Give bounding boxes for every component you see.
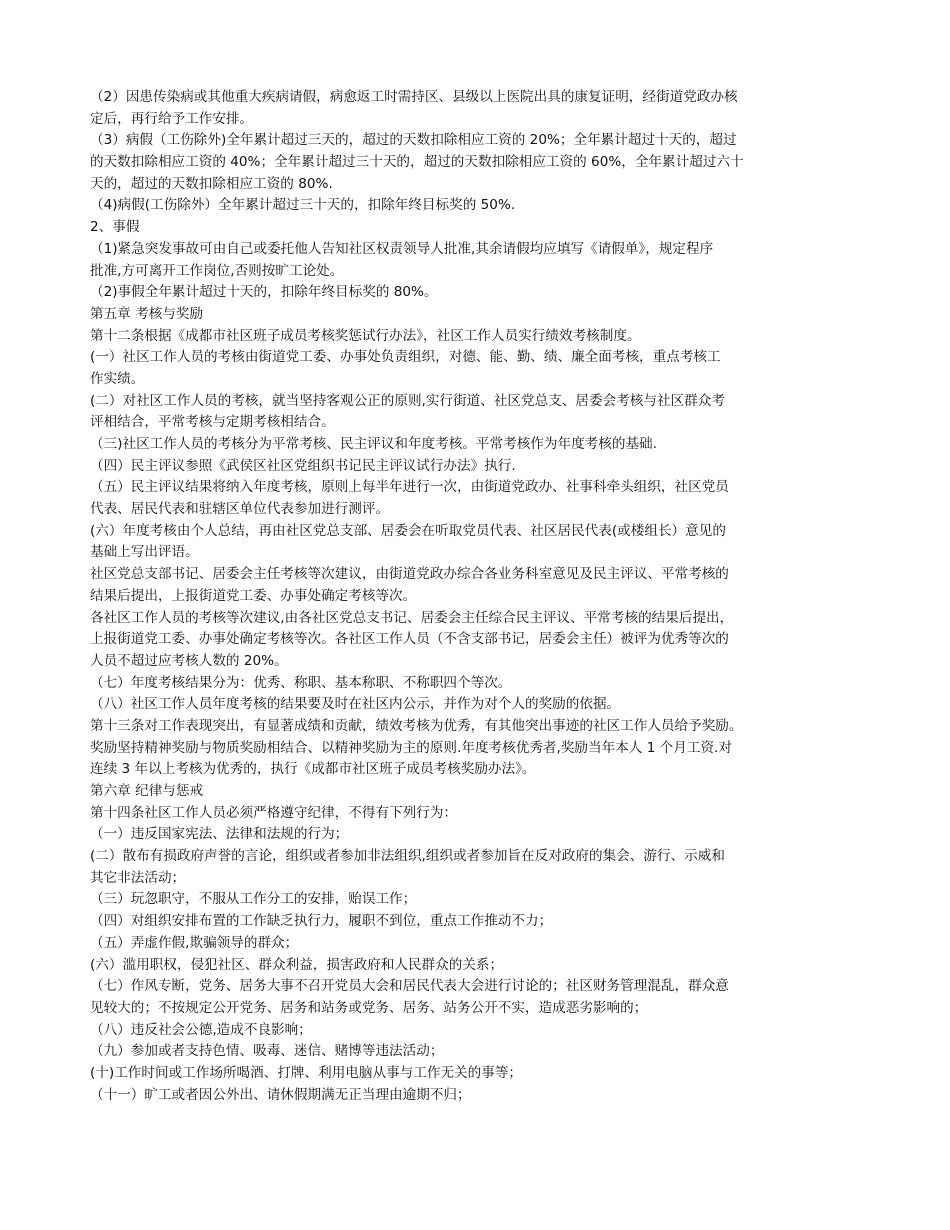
document-body — [90, 87, 862, 1106]
chapter-heading: 第五章 考核与奖励 — [90, 305, 204, 322]
text-line: (十)工作时间或工作场所喝酒、打牌、利用电脑从事与工作无关的事等； — [90, 1064, 523, 1081]
text-line: 代表、居民代表和驻辖区单位代表参加进行测评。 — [90, 501, 390, 518]
text-line: 第十二条根据《成都市社区班子成员考核奖惩试行办法》，社区工作人员实行绩效考核制度。 — [90, 327, 641, 344]
text-line: 奖励坚持精神奖励与物质奖励相结合、以精神奖励为主的原则.年度考核优秀者,奖励当年本人 1 个月工资.对 — [90, 739, 732, 756]
text-line: （九）参加或者支持色情、吸毒、迷信、赌博等违法活动； — [90, 1043, 444, 1060]
text-line: （四）对组织安排布置的工作缺乏执行力，履职不到位，重点工作推动不力； — [90, 913, 553, 930]
text-line: （四）民主评议参照《武侯区社区党组织书记民主评议试行办法》执行. — [90, 457, 516, 474]
text-line: （七）作风专断，党务、居务大事不召开党员大会和居民代表大会进行讨论的；社区财务管理混乱，群众意 — [90, 978, 729, 995]
text-line: 第十三条对工作表现突出，有显著成绩和贡献，绩效考核为优秀，有其他突出事迹的社区工作人员给予奖励。 — [90, 717, 743, 734]
text-line: （三）玩忽职守，不服从工作分工的安排，贻误工作； — [90, 891, 417, 908]
text-line: 作实绩。 — [90, 370, 145, 387]
section-heading: 2、事假 — [90, 219, 140, 236]
text-line: (二）散布有损政府声誉的言论，组织或者参加非法组织,组织或者参加旨在反对政府的集会、游行、示威和 — [90, 848, 725, 865]
text-line: （三)社区工作人员的考核分为平常考核、民主评议和年度考核。平常考核作为年度考核的基础. — [90, 436, 657, 452]
text-line: 其它非法活动； — [90, 869, 186, 886]
text-line: （2)事假全年累计超过十天的，扣除年终目标奖的 80%。 — [90, 284, 438, 301]
text-line: （十一）旷工或者因公外出、请休假期满无正当理由逾期不归； — [90, 1086, 471, 1103]
text-line: （3）病假（工伤除外)全年累计超过三天的，超过的天数扣除相应工资的 20%；全年累计超过十天的，超过 — [90, 132, 737, 149]
text-line: （七）年度考核结果分为：优秀、称职、基本称职、不称职四个等次。 — [90, 674, 512, 691]
text-line: （五）弄虚作假,欺骗领导的群众； — [90, 934, 299, 951]
text-line: 人员不超过应考核人数的 20%。 — [90, 652, 288, 669]
text-line: 各社区工作人员的考核等次建议,由各社区党总支书记、居委会主任综合民主评议、平常考核的结果后提出， — [90, 609, 734, 626]
text-line: （4)病假(工伤除外）全年累计超过三十天的，扣除年终目标奖的 50%. — [90, 197, 516, 214]
text-line: (六）滥用职权，侵犯社区、群众利益，损害政府和人民群众的关系； — [90, 956, 504, 973]
text-line: 第十四条社区工作人员必须严格遵守纪律，不得有下列行为： — [90, 804, 458, 821]
text-line: 评相结合，平常考核与定期考核相结合。 — [90, 414, 335, 431]
text-line: 社区党总支部书记、居委会主任考核等次建议，由街道党政办综合各业务科室意见及民主评议、平常考核的 — [90, 566, 729, 583]
text-line: (六）年度考核由个人总结，再由社区党总支部、居委会在听取党员代表、社区居民代表(或楼组长）意见的 — [90, 522, 726, 539]
text-line: （1)紧急突发事故可由自己或委托他人告知社区权责领导人批准,其余请假均应填写《请假单》，规定程序 — [90, 240, 714, 257]
text-line: 定后，再行给予工作安排。 — [90, 110, 254, 127]
text-line: (一）社区工作人员的考核由街道党工委、办事处负责组织，对德、能、勤、绩、廉全面考核，重点考核工 — [90, 349, 721, 366]
text-line: （2）因患传染病或其他重大疾病请假，病愈返工时需持区、县级以上医院出具的康复证明，经街道党政办核 — [90, 89, 738, 105]
text-line: 见较大的；不按规定公开党务、居务和站务或党务、居务、站务公开不实，造成恶劣影响的； — [90, 999, 648, 1016]
text-line: 上报街道党工委、办事处确定考核等次。各社区工作人员（不含支部书记，居委会主任）被评为优秀等次的 — [90, 631, 729, 648]
text-line: 结果后提出，上报街道党工委、办事处确定考核等次。 — [90, 587, 417, 604]
text-line: (二）对社区工作人员的考核，就当坚持客观公正的原则,实行街道、社区党总支、居委会考核与社区群众考 — [90, 392, 725, 409]
text-line: （八）违反社会公德,造成不良影响； — [90, 1021, 312, 1038]
text-line: 批准,方可离开工作岗位,否则按旷工论处。 — [90, 262, 344, 279]
chapter-heading: 第六章 纪律与惩戒 — [90, 783, 204, 799]
text-line: （一）违反国家宪法、法律和法规的行为； — [90, 826, 349, 843]
text-line: 基础上写出评语。 — [90, 544, 199, 561]
text-line: 的天数扣除相应工资的 40%；全年累计超过三十天的，超过的天数扣除相应工资的 60%，全年累计超过六十 — [90, 154, 744, 171]
text-line: 连续 3 年以上考核为优秀的，执行《成都市社区班子成员考核奖励办法》。 — [90, 761, 536, 778]
text-line: （五）民主评议结果将纳入年度考核，原则上每半年进行一次，由街道党政办、社事科牵头组织，社区党员 — [90, 479, 729, 496]
text-line: （八）社区工作人员年度考核的结果要及时在社区内公示，并作为对个人的奖励的依据。 — [90, 696, 621, 713]
text-line: 天的，超过的天数扣除相应工资的 80%. — [90, 175, 333, 192]
